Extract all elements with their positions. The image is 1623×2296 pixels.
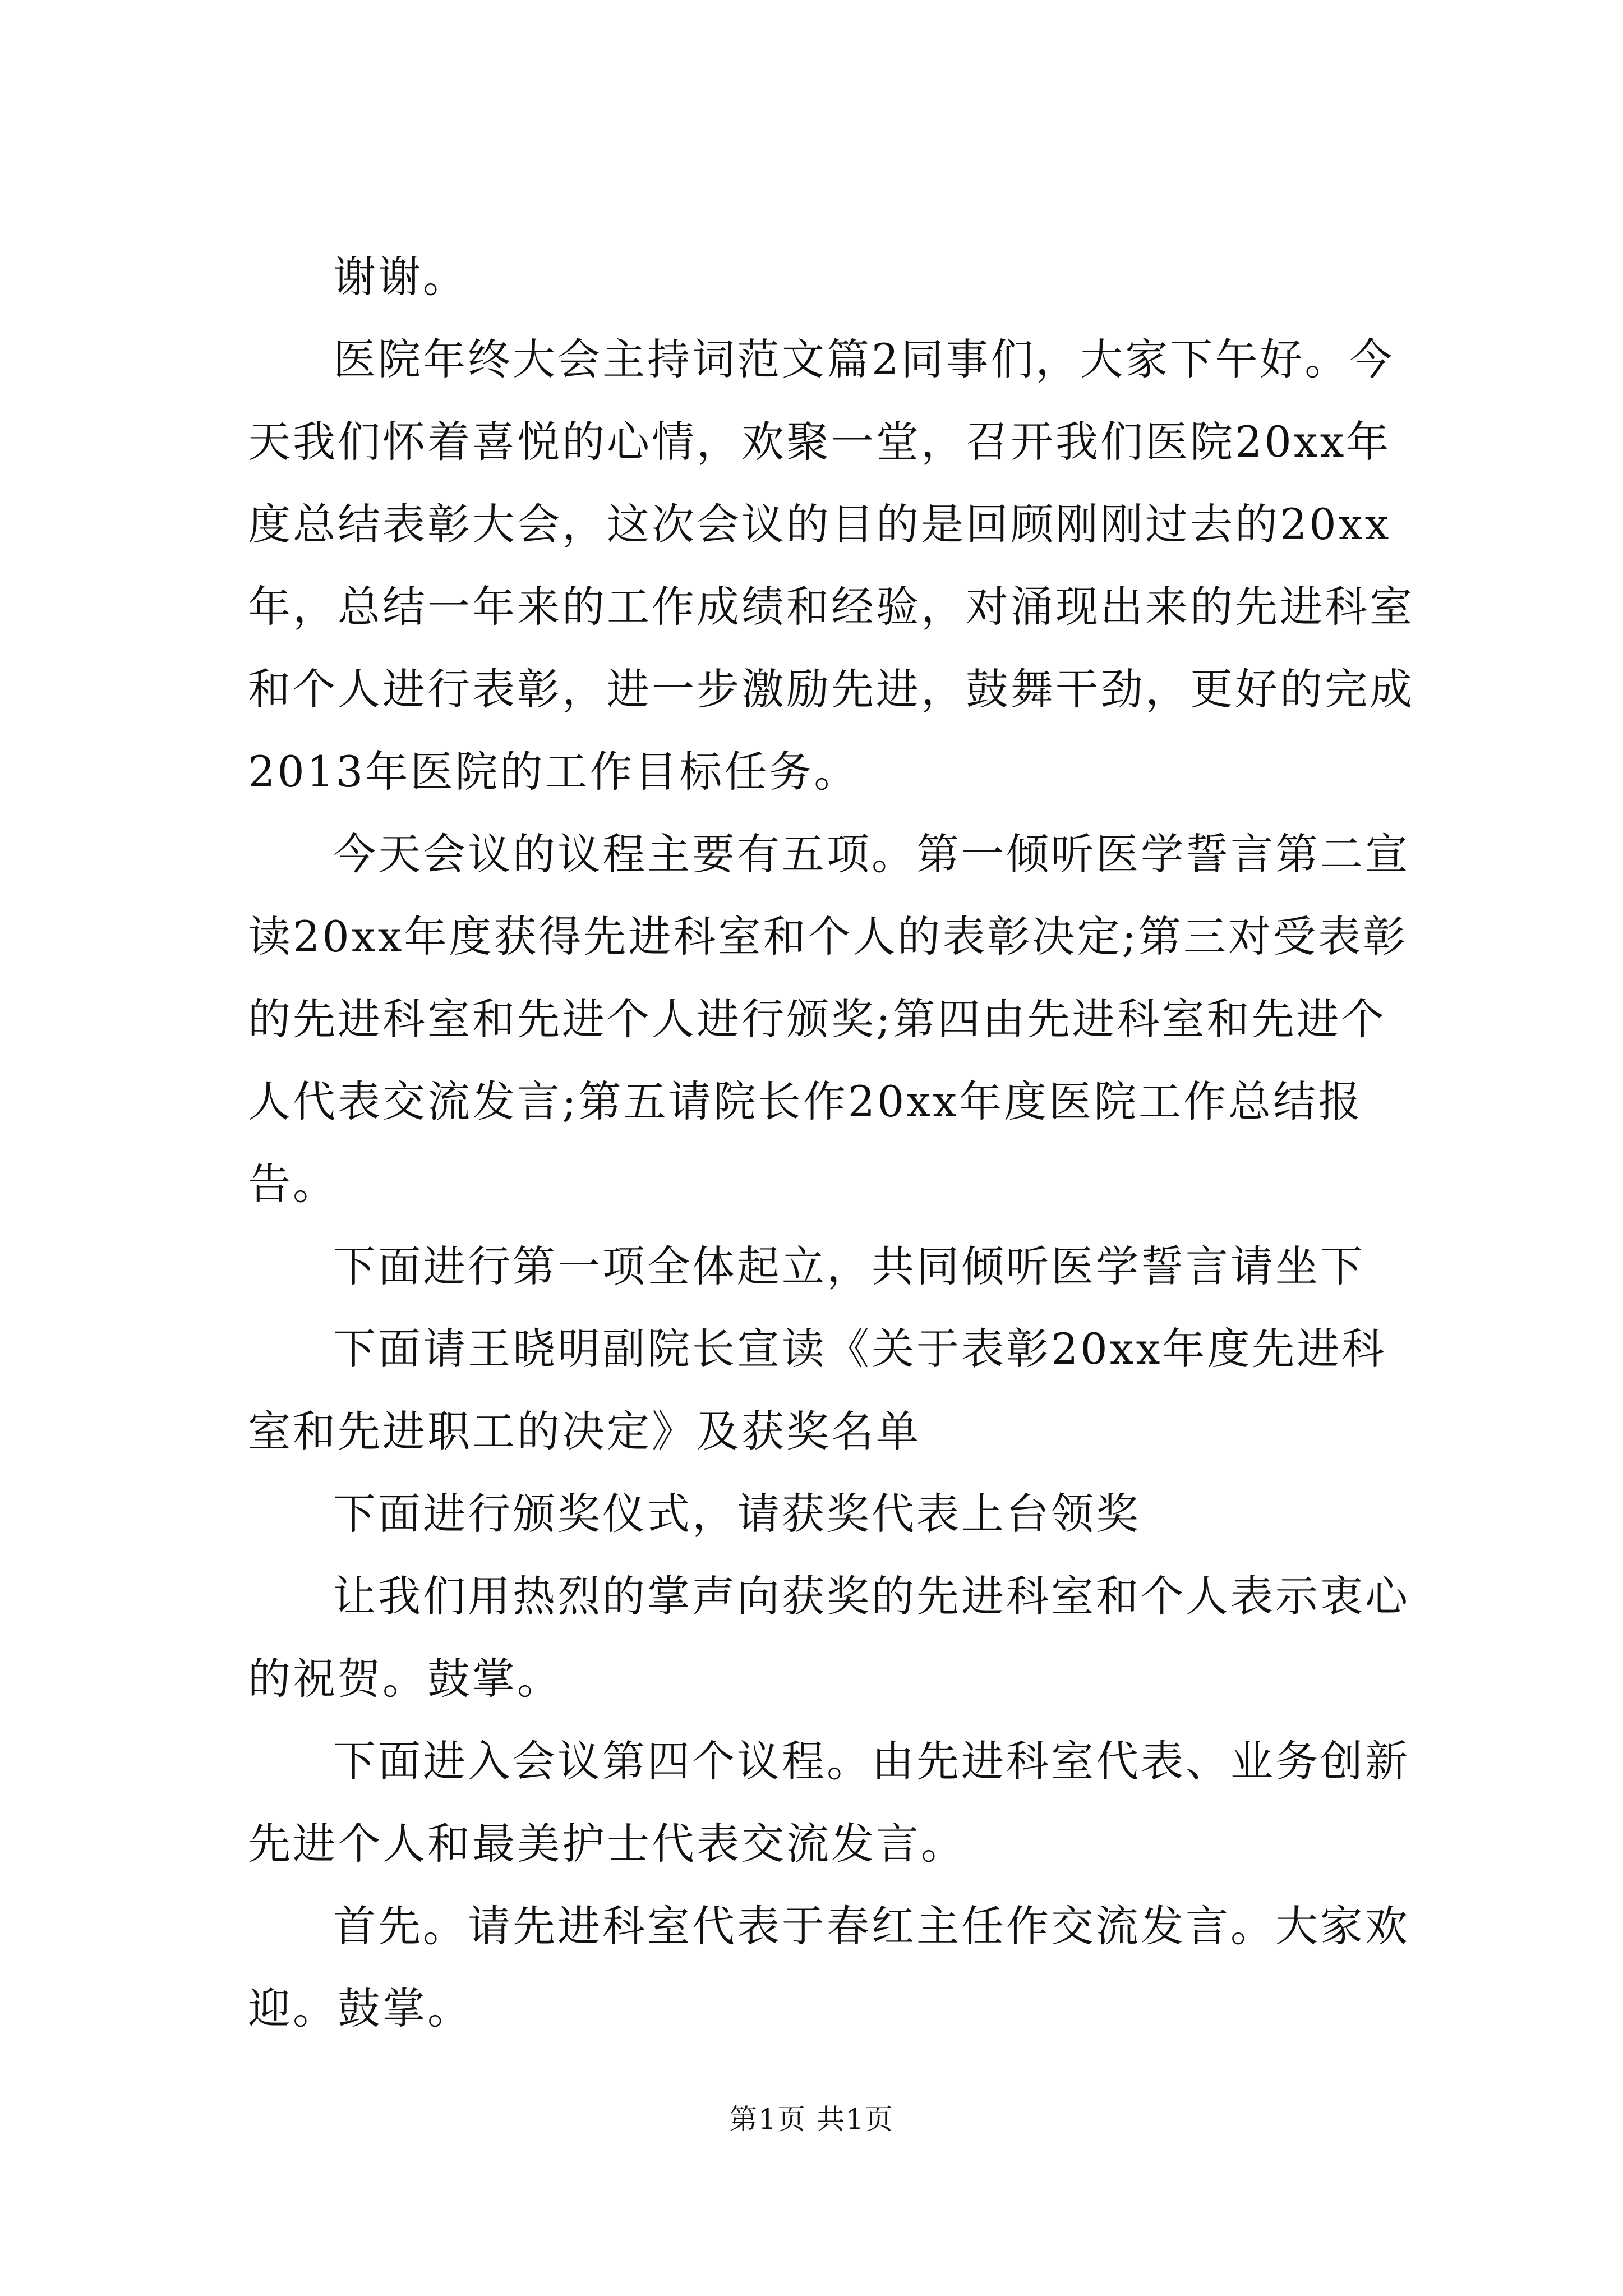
paragraph-award-ceremony: 下面进行颁奖仪式，请获奖代表上台领奖 <box>333 1489 1141 1539</box>
paragraph-agenda: 今天会议的议程主要有五项。第一倾听医学誓言第二宣读20xx年度获得先进科室和个人的表彰决定;第三对受表彰的先进科室和先进个人进行颁奖;第四由先进科室和先进个人代表交流发言;第五请院长作20xx年度医院工作总结报告。 <box>248 829 1410 1209</box>
paragraph-oath: 下面进行第一项全体起立，共同倾听医学誓言请坐下 <box>333 1241 1365 1291</box>
document-body <box>248 236 1420 2050</box>
paragraph-opening: 医院年终大会主持词范文篇2同事们，大家下午好。今天我们怀着喜悦的心情，欢聚一堂，召开我们医院20xx年度总结表彰大会，这次会议的目的是回顾刚刚过去的20xx年，总结一年来的工作成绩和经验，对涌现出来的先进科室和个人进行表彰，进一步激励先进，鼓舞干劲，更好的完成2013年医院的工作目标任务。 <box>248 334 1414 797</box>
paragraph-applause: 让我们用热烈的掌声向获奖的先进科室和个人表示衷心的祝贺。鼓掌。 <box>248 1571 1410 1704</box>
paragraph-fourth-agenda: 下面进入会议第四个议程。由先进科室代表、业务创新先进个人和最美护士代表交流发言。 <box>248 1736 1410 1869</box>
paragraph-thanks: 谢谢。 <box>333 252 468 302</box>
paragraph-first-speaker: 首先。请先进科室代表于春红主任作交流发言。大家欢迎。鼓掌。 <box>248 1901 1410 2033</box>
paragraph-decision-reading: 下面请王晓明副院长宣读《关于表彰20xx年度先进科室和先进职工的决定》及获奖名单 <box>248 1324 1387 1456</box>
page-footer: 第1页 共1页 <box>729 2103 894 2136</box>
